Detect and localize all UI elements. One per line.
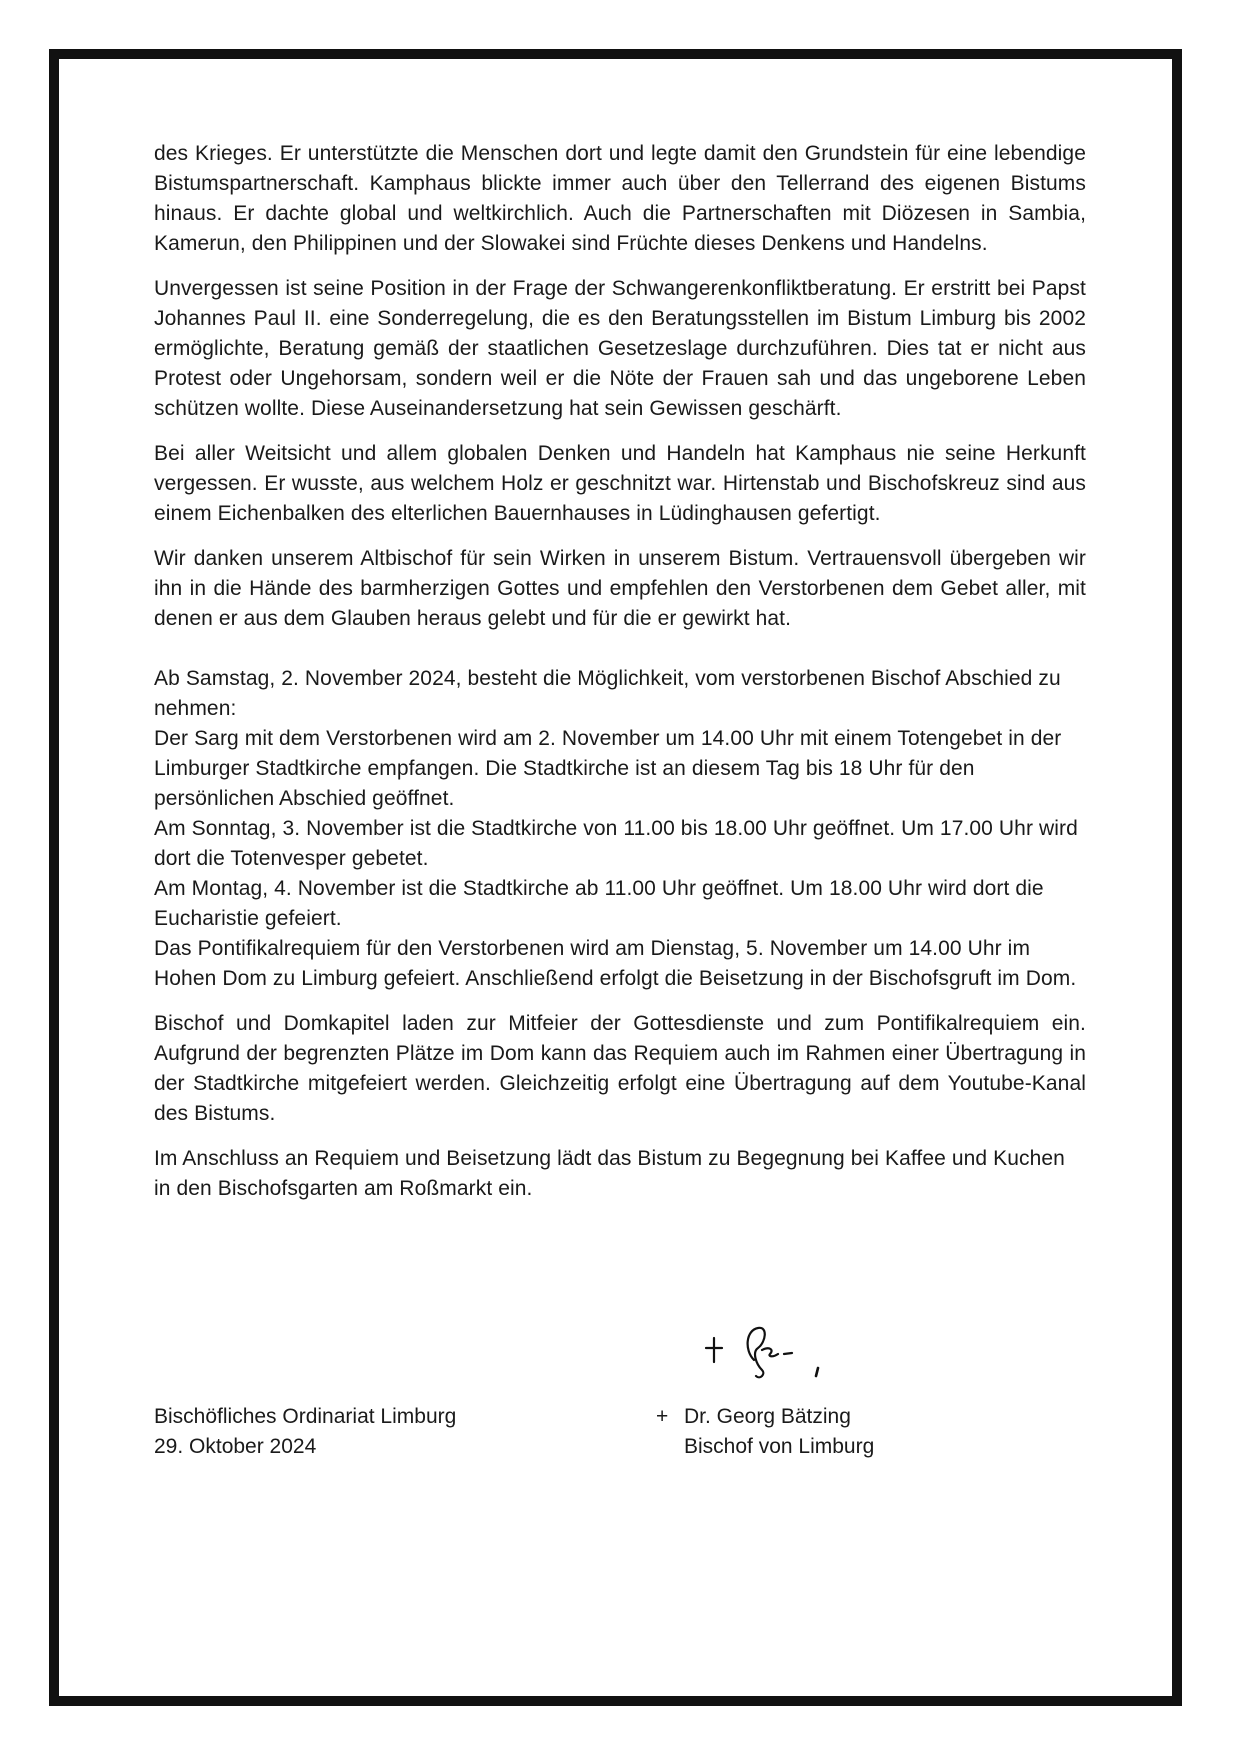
paragraph-origin: Bei aller Weitsicht und allem globalen Denken und Handeln hat Kamphaus nie seine Herkunft vergessen. Er wusste, aus welchem Holz er geschnitzt war. Hirtenstab und Bischofskreuz sind aus einem Eichenbalken des elterlichen Bauernhauses in Lüdinghausen gefertigt. xyxy=(154,442,1086,525)
letter-body xyxy=(154,139,1086,1219)
signer-title: Bischof von Limburg xyxy=(684,1435,875,1458)
schedule-intro: Ab Samstag, 2. November 2024, besteht die Möglichkeit, vom verstorbenen Bischof Abschied zu nehmen: xyxy=(154,667,1061,720)
signer-name: Dr. Georg Bätzing xyxy=(684,1405,851,1428)
bishop-cross: + xyxy=(656,1405,669,1428)
paragraph-partnerships: des Krieges. Er unterstützte die Menschen dort und legte damit den Grundstein für eine lebendige Bistumspartnerschaft. Kamphaus blickte immer auch über den Tellerrand des eigenen Bistums hinaus. Er dachte global und weltkirchlich. Auch die Partnerschaften mit Diözesen in Sambia, Kamerun, den Philippinen und der Slowakei sind Früchte dieses Denkens und Handelns. xyxy=(154,142,1086,255)
sender-office: Bischöfliches Ordinariat Limburg xyxy=(154,1405,457,1428)
paragraph-thanks: Wir danken unserem Altbischof für sein Wirken in unserem Bistum. Vertrauensvoll übergeben wir ihn in die Hände des barmherzigen Gottes und empfehlen den Verstorbenen dem Gebet aller, mit denen er aus dem Glauben heraus gelebt und für die er gewirkt hat. xyxy=(154,547,1086,630)
sender-block xyxy=(154,1402,456,1462)
schedule-sunday: Am Sonntag, 3. November ist die Stadtkirche von 11.00 bis 18.00 Uhr geöffnet. Um 17.00 Uhr wird dort die Totenvesper gebetet. xyxy=(154,817,1078,870)
paragraph-counseling: Unvergessen ist seine Position in der Frage der Schwangerenkonfliktberatung. Er erstritt bei Papst Johannes Paul II. eine Sonderregelung, die es den Beratungsstellen im Bistum Limburg bis 2002 ermöglichte, Beratung gemäß der staatlichen Gesetzeslage durchzuführen. Dies tat er nicht aus Protest oder Ungehorsam, sondern weil er die Nöte der Frauen sah und das ungeborene Leben schützen wollte. Diese Auseinandersetzung hat sein Gewissen geschärft. xyxy=(154,277,1086,420)
schedule-monday: Am Montag, 4. November ist die Stadtkirche ab 11.00 Uhr geöffnet. Um 18.00 Uhr wird dort die Eucharistie gefeiert. xyxy=(154,877,1044,930)
paragraph-reception: Im Anschluss an Requiem und Beisetzung lädt das Bistum zu Begegnung bei Kaffee und Kuchen in den Bischofsgarten am Roßmarkt ein. xyxy=(154,1147,1065,1200)
schedule-block xyxy=(154,664,1086,994)
handwritten-signature xyxy=(700,1320,840,1400)
schedule-tuesday: Das Pontifikalrequiem für den Verstorbenen wird am Dienstag, 5. November um 14.00 Uhr im Hohen Dom zu Limburg gefeiert. Anschließend erfolgt die Beisetzung in der Bischofsgruft im Dom. xyxy=(154,937,1077,990)
signer-block xyxy=(656,1402,874,1462)
schedule-saturday: Der Sarg mit dem Verstorbenen wird am 2. November um 14.00 Uhr mit einem Totengebet in der Limburger Stadtkirche empfangen. Die Stadtkirche ist an diesem Tag bis 18 Uhr für den persönlichen Abschied geöffnet. xyxy=(154,727,1062,810)
letter-date: 29. Oktober 2024 xyxy=(154,1435,317,1458)
paragraph-invitation: Bischof und Domkapitel laden zur Mitfeier der Gottesdienste und zum Pontifikalrequiem ein. Aufgrund der begrenzten Plätze im Dom kann das Requiem auch im Rahmen einer Übertragung in der Stadtkirche mitgefeiert werden. Gleichzeitig erfolgt eine Übertragung auf dem Youtube-Kanal des Bistums. xyxy=(154,1012,1086,1125)
